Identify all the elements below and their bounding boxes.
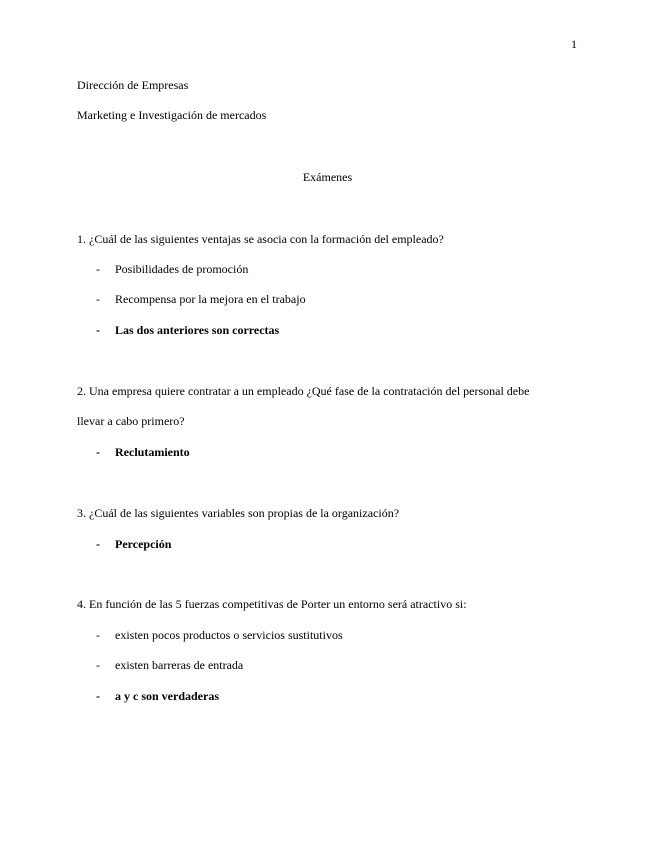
option-text: existen barreras de entrada [115, 658, 244, 672]
question-4-option-1 [96, 628, 343, 643]
option-text: Recompensa por la mejora en el trabajo [115, 292, 306, 306]
option-text: Percepción [115, 537, 172, 551]
question-1-option-1 [96, 262, 248, 277]
header-course: Marketing e Investigación de mercados [77, 108, 267, 122]
page-title: Exámenes [302, 170, 353, 184]
bullet-dash: - [96, 628, 100, 642]
bullet-dash: - [96, 292, 100, 306]
option-text: Reclutamiento [115, 445, 190, 459]
page-number: 1 [571, 37, 577, 51]
bullet-dash: - [96, 323, 100, 337]
option-text: Las dos anteriores son correctas [115, 323, 280, 337]
header-subject: Dirección de Empresas [77, 78, 189, 92]
question-3: 3. ¿Cuál de las siguientes variables son propias de la organización? [77, 506, 400, 520]
question-3-option-1-answer [96, 537, 171, 552]
option-text: Posibilidades de promoción [115, 262, 249, 276]
question-2-continuation: llevar a cabo primero? [77, 414, 185, 428]
question-4-option-2 [96, 658, 243, 673]
bullet-dash: - [96, 537, 100, 551]
question-4: 4. En función de las 5 fuerzas competitivas de Porter un entorno será atractivo si: [77, 597, 467, 611]
question-2: 2. Una empresa quiere contratar a un empleado ¿Qué fase de la contratación del personal debe [77, 384, 530, 398]
question-1: 1. ¿Cuál de las siguientes ventajas se asocia con la formación del empleado? [77, 232, 444, 246]
option-text: a y c son verdaderas [115, 689, 219, 703]
option-text: existen pocos productos o servicios sustitutivos [115, 628, 343, 642]
bullet-dash: - [96, 445, 100, 459]
bullet-dash: - [96, 262, 100, 276]
question-4-option-3-answer [96, 689, 219, 704]
question-2-option-1-answer [96, 445, 190, 460]
bullet-dash: - [96, 689, 100, 703]
question-1-option-2 [96, 292, 306, 307]
question-1-option-3-answer [96, 323, 279, 338]
bullet-dash: - [96, 658, 100, 672]
